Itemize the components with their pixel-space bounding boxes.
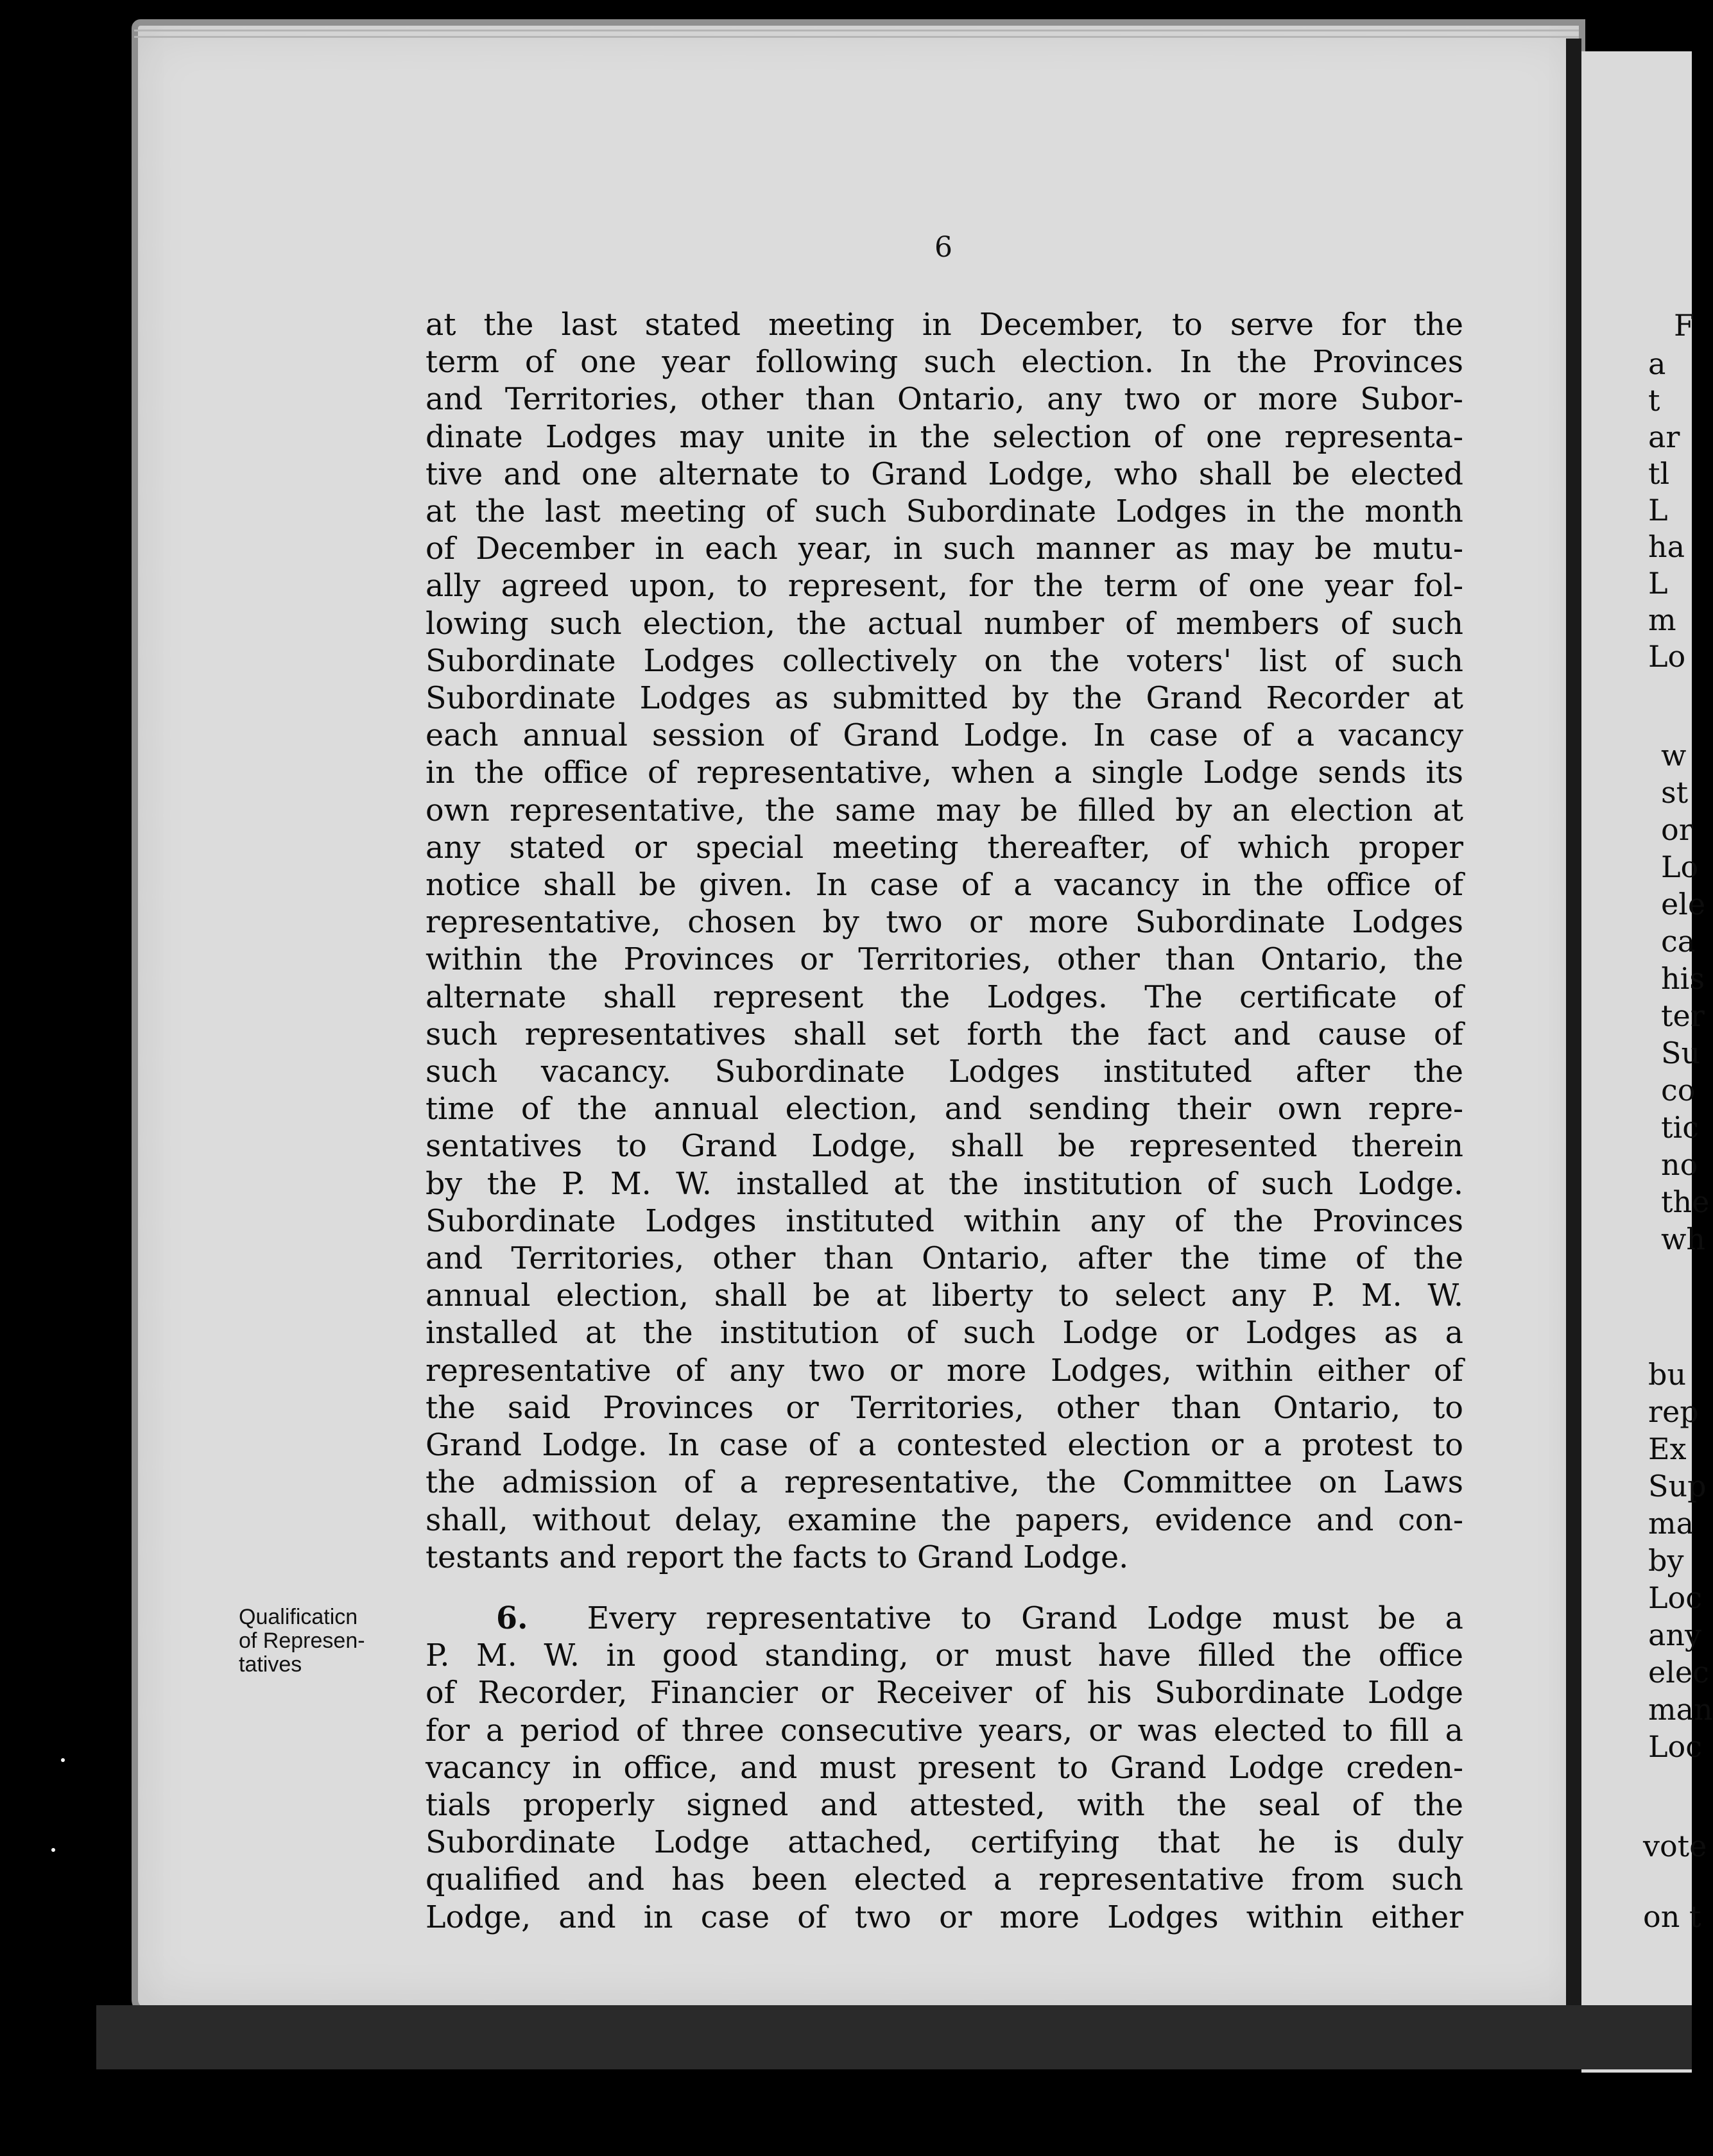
text-line: within the Provinces or Territories, other than Ontario, the bbox=[426, 942, 1463, 978]
fragment: Lo bbox=[1648, 639, 1686, 674]
fragment: ma bbox=[1648, 1506, 1694, 1541]
text-line: each annual session of Grand Lodge. In case of a vacancy bbox=[426, 718, 1463, 754]
fragment: st bbox=[1661, 775, 1689, 810]
section-first-line bbox=[426, 1600, 1463, 1638]
text-line: notice shall be given. In case of a vacancy in the office of bbox=[426, 868, 1463, 903]
fragment: ha bbox=[1648, 529, 1685, 564]
fragment: Lo bbox=[1661, 850, 1699, 884]
text-line: shall, without delay, examine the papers, evidence and con- bbox=[426, 1502, 1463, 1538]
text-line: Grand Lodge. In case of a contested election or a protest to bbox=[426, 1428, 1463, 1464]
fragment: ca bbox=[1661, 924, 1696, 959]
scan-speck bbox=[51, 1848, 55, 1852]
text-line: by the P. M. W. installed at the institution of such Lodge. bbox=[426, 1166, 1463, 1202]
fragment: Loc bbox=[1648, 1580, 1703, 1615]
text-line: sentatives to Grand Lodge, shall be represented therein bbox=[426, 1129, 1463, 1165]
fragment: tic bbox=[1661, 1110, 1699, 1145]
text-line: representative, chosen by two or more Subordinate Lodges bbox=[426, 905, 1463, 941]
margin-note bbox=[239, 1605, 422, 1677]
fragment: Loc bbox=[1648, 1729, 1703, 1764]
fragment: or bbox=[1661, 812, 1693, 847]
text-line: such representatives shall set forth the fact and cause of bbox=[426, 1016, 1463, 1052]
text-line: in the office of representative, when a single Lodge sends its bbox=[426, 755, 1463, 791]
fragment: co bbox=[1661, 1073, 1696, 1108]
text-line: and Territories, other than Ontario, any two or more Subor- bbox=[426, 382, 1463, 418]
fragment: t bbox=[1648, 383, 1660, 418]
text-line: vacancy in office, and must present to Grand Lodge creden- bbox=[426, 1750, 1463, 1786]
fragment: L bbox=[1648, 493, 1668, 527]
text-line: term of one year following such election. In the Provinces bbox=[426, 345, 1463, 381]
text-line: dinate Lodges may unite in the selection of one representa- bbox=[426, 419, 1463, 455]
fragment: the bbox=[1661, 1185, 1710, 1219]
fragment: wh bbox=[1661, 1222, 1705, 1256]
fragment: a bbox=[1648, 346, 1666, 381]
fragment: no bbox=[1661, 1147, 1698, 1182]
text-line: at the last meeting of such Subordinate Lodges in the month bbox=[426, 494, 1463, 530]
fragment: Su bbox=[1661, 1036, 1701, 1070]
fragment: his bbox=[1661, 961, 1705, 996]
text-line: Subordinate Lodges as submitted by the Grand Recorder at bbox=[426, 681, 1463, 717]
text-line: the said Provinces or Territories, other than Ontario, to bbox=[426, 1390, 1463, 1426]
page-number: 6 bbox=[934, 231, 952, 264]
fragment: any bbox=[1648, 1618, 1702, 1652]
margin-note-line: tatives bbox=[239, 1652, 302, 1677]
text-line: any stated or special meeting thereafter, of which proper bbox=[426, 830, 1463, 866]
text-line: own representative, the same may be filled by an election at bbox=[426, 792, 1463, 828]
margin-note-line: Qualificaticn bbox=[239, 1605, 358, 1629]
scan-speck bbox=[61, 1758, 65, 1762]
fragment: rep bbox=[1648, 1394, 1699, 1429]
fragment: ter bbox=[1661, 998, 1705, 1033]
fragment: elec bbox=[1648, 1655, 1709, 1690]
text-line: at the last stated meeting in December, to serve for the bbox=[426, 307, 1463, 343]
book-gutter bbox=[1566, 38, 1581, 2060]
section-number: 6. bbox=[496, 1600, 528, 1636]
fragment: ele bbox=[1661, 887, 1706, 921]
text-line: annual election, shall be at liberty to select any P. M. W. bbox=[426, 1278, 1463, 1314]
page-edge-line bbox=[134, 30, 1579, 31]
fragment: m bbox=[1648, 603, 1676, 637]
text-line: ally agreed upon, to represent, for the term of one year fol- bbox=[426, 569, 1463, 604]
text-line: the admission of a representative, the Committee on Laws bbox=[426, 1465, 1463, 1501]
text-line: and Territories, other than Ontario, after the time of the bbox=[426, 1241, 1463, 1277]
text-line: Lodge, and in case of two or more Lodges within either bbox=[426, 1899, 1463, 1935]
text-line: tials properly signed and attested, with the seal of the bbox=[426, 1788, 1463, 1824]
bottom-shadow bbox=[96, 2005, 1692, 2069]
page-edge-line bbox=[134, 36, 1579, 38]
fragment: vote bbox=[1643, 1829, 1707, 1863]
fragment: ar bbox=[1648, 420, 1680, 454]
main-paragraph bbox=[426, 307, 1463, 1577]
fragment: w bbox=[1661, 738, 1687, 773]
text-line: Subordinate Lodge attached, certifying that he is duly bbox=[426, 1825, 1463, 1861]
text-line: of December in each year, in such manner as may be mutu- bbox=[426, 531, 1463, 567]
text-line: representative of any two or more Lodges, within either of bbox=[426, 1353, 1463, 1389]
text-line: alternate shall represent the Lodges. The certificate of bbox=[426, 979, 1463, 1015]
text-line: P. M. W. in good standing, or must have filled the office bbox=[426, 1638, 1463, 1674]
text-line: testants and report the facts to Grand Lodge. bbox=[426, 1539, 1129, 1575]
section-6 bbox=[426, 1600, 1463, 1937]
fragment: by bbox=[1648, 1543, 1684, 1578]
fragment: on t bbox=[1643, 1899, 1701, 1934]
text-line: Subordinate Lodges instituted within any of the Provinces bbox=[426, 1203, 1463, 1239]
fragment: tl bbox=[1648, 456, 1670, 491]
fragment: bu bbox=[1648, 1357, 1687, 1392]
fragment: Ex bbox=[1648, 1432, 1687, 1466]
fragment: F bbox=[1674, 308, 1694, 343]
text-line: Subordinate Lodges collectively on the voters' list of such bbox=[426, 643, 1463, 679]
text-line: time of the annual election, and sending their own repre- bbox=[426, 1091, 1463, 1127]
text-line: lowing such election, the actual number of members of such bbox=[426, 606, 1463, 642]
margin-note-line: of Represen- bbox=[239, 1629, 365, 1653]
text-line: tive and one alternate to Grand Lodge, who shall be elected bbox=[426, 456, 1463, 492]
section-first-text: Every representative to Grand Lodge must be a bbox=[587, 1601, 1463, 1636]
fragment: Sup bbox=[1648, 1469, 1707, 1503]
text-line: for a period of three consecutive years, or was elected to fill a bbox=[426, 1713, 1463, 1749]
text-line: such vacancy. Subordinate Lodges instituted after the bbox=[426, 1054, 1463, 1090]
fragment: man bbox=[1648, 1692, 1713, 1727]
text-line: of Recorder, Financier or Receiver of his Subordinate Lodge bbox=[426, 1675, 1463, 1711]
text-line: qualified and has been elected a representative from such bbox=[426, 1862, 1463, 1898]
text-line: installed at the institution of such Lodge or Lodges as a bbox=[426, 1315, 1463, 1351]
fragment: L bbox=[1648, 566, 1668, 601]
